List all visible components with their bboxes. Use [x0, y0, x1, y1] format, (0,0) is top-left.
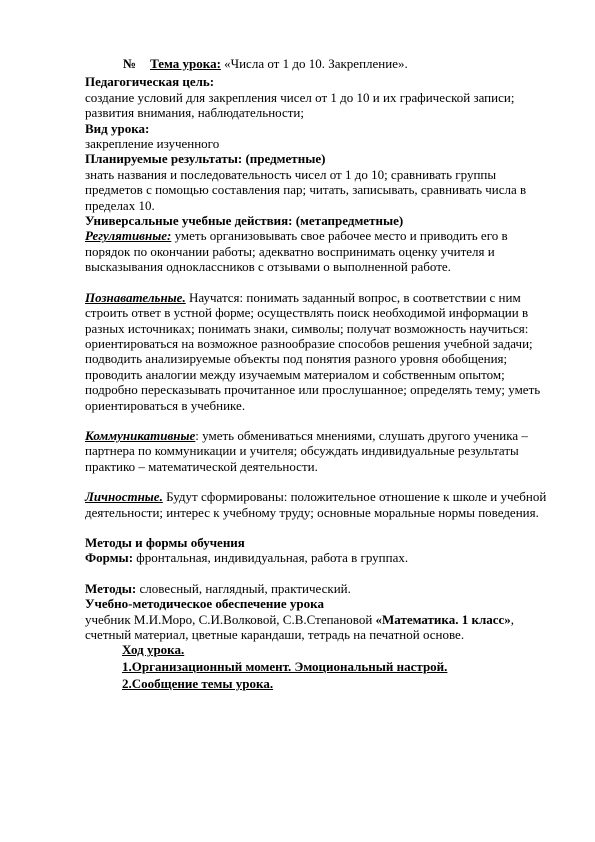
forms-paragraph	[85, 550, 555, 565]
communicative-paragraph	[85, 428, 555, 474]
regulatory-label: Регулятивные:	[85, 228, 172, 244]
forms-text: фронтальная, индивидуальная, работа в группах.	[133, 550, 409, 566]
methods-label: Методы:	[85, 580, 137, 596]
materials-paragraph	[85, 612, 555, 643]
communicative-text: : уметь обмениваться мнениями, слушать другого ученика – партнера по коммуникации и учителя; обсуждать индивидуальные результаты практико – математической деятельности.	[85, 427, 528, 474]
methods-heading: Методы и формы обучения	[85, 534, 245, 550]
planned-results-heading: Планируемые результаты: (предметные)	[85, 151, 326, 167]
cognitive-text: Научатся: понимать заданный вопрос, в соответствии с ним строить ответ в устной форме; осуществлять поиск необходимой информации в разных источниках; понимать знаки, символы; получат возможность научиться: ориентироваться на возможное разнообразие способов решения учебной задачи; подводить анализируемые объекты под понятия разного уровня обобщения; проводить аналогии между изучаемым материалом и собственным опытом; подробно пересказывать прочитанное или прослушанное; определять тему; уметь ориентироваться в учебнике.	[85, 289, 541, 413]
materials-text-end: , счетный материал, цветные карандаши, тетрадь на печатной основе.	[85, 611, 515, 642]
topic-line	[85, 56, 555, 71]
lesson-step-2: 2.Сообщение темы урока.	[122, 676, 274, 691]
planned-results-text: знать названия и последовательность чисел от 1 до 10; сравнивать группы предметов с помощью составления пар; читать, записывать, сравнивать числа в пределах 10.	[85, 166, 527, 213]
methods-text: словесный, наглядный, практический.	[136, 580, 351, 596]
goal-heading: Педагогическая цель:	[85, 74, 215, 90]
regulatory-paragraph	[85, 228, 555, 274]
document-page	[85, 56, 555, 693]
cognitive-label: Познавательные.	[85, 289, 186, 305]
topic-text: «Числа от 1 до 10. Закрепление».	[224, 56, 408, 71]
lesson-type-text: закрепление изученного	[85, 136, 220, 152]
universal-actions-heading: Универсальные учебные действия: (метапредметные)	[85, 213, 404, 229]
personal-text: Будут сформированы: положительное отношение к школе и учебной деятельности; интерес к учебному труду; основные моральные нормы поведения.	[85, 489, 547, 520]
personal-label: Личностные.	[85, 489, 163, 505]
materials-heading: Учебно-методическое обеспечение урока	[85, 596, 324, 612]
lesson-course-heading: Ход урока.	[122, 642, 185, 658]
lesson-type-heading: Вид урока:	[85, 120, 150, 136]
methods-paragraph	[85, 581, 555, 596]
regulatory-text: уметь организовывать свое рабочее место и приводить его в порядок по окончании работы; адекватно воспринимать оценку учителя и высказывания одноклассников с отзывами о выполненной работе.	[85, 228, 508, 275]
lesson-step-1: 1.Организационный момент. Эмоциональный настрой.	[122, 659, 448, 675]
personal-paragraph	[85, 489, 555, 520]
textbook-title: «Математика. 1 класс»	[375, 611, 511, 627]
topic-label: Тема урока:	[150, 56, 221, 71]
communicative-label: Коммуникативные	[85, 427, 196, 443]
number-sign: №	[123, 56, 137, 71]
cognitive-paragraph	[85, 290, 555, 413]
goal-text: создание условий для закрепления чисел от 1 до 10 и их графической записи; развития внимания, наблюдательности;	[85, 89, 515, 121]
materials-text: учебник М.И.Моро, С.И.Волковой, С.В.Степановой	[85, 611, 376, 627]
forms-label: Формы:	[85, 550, 134, 566]
